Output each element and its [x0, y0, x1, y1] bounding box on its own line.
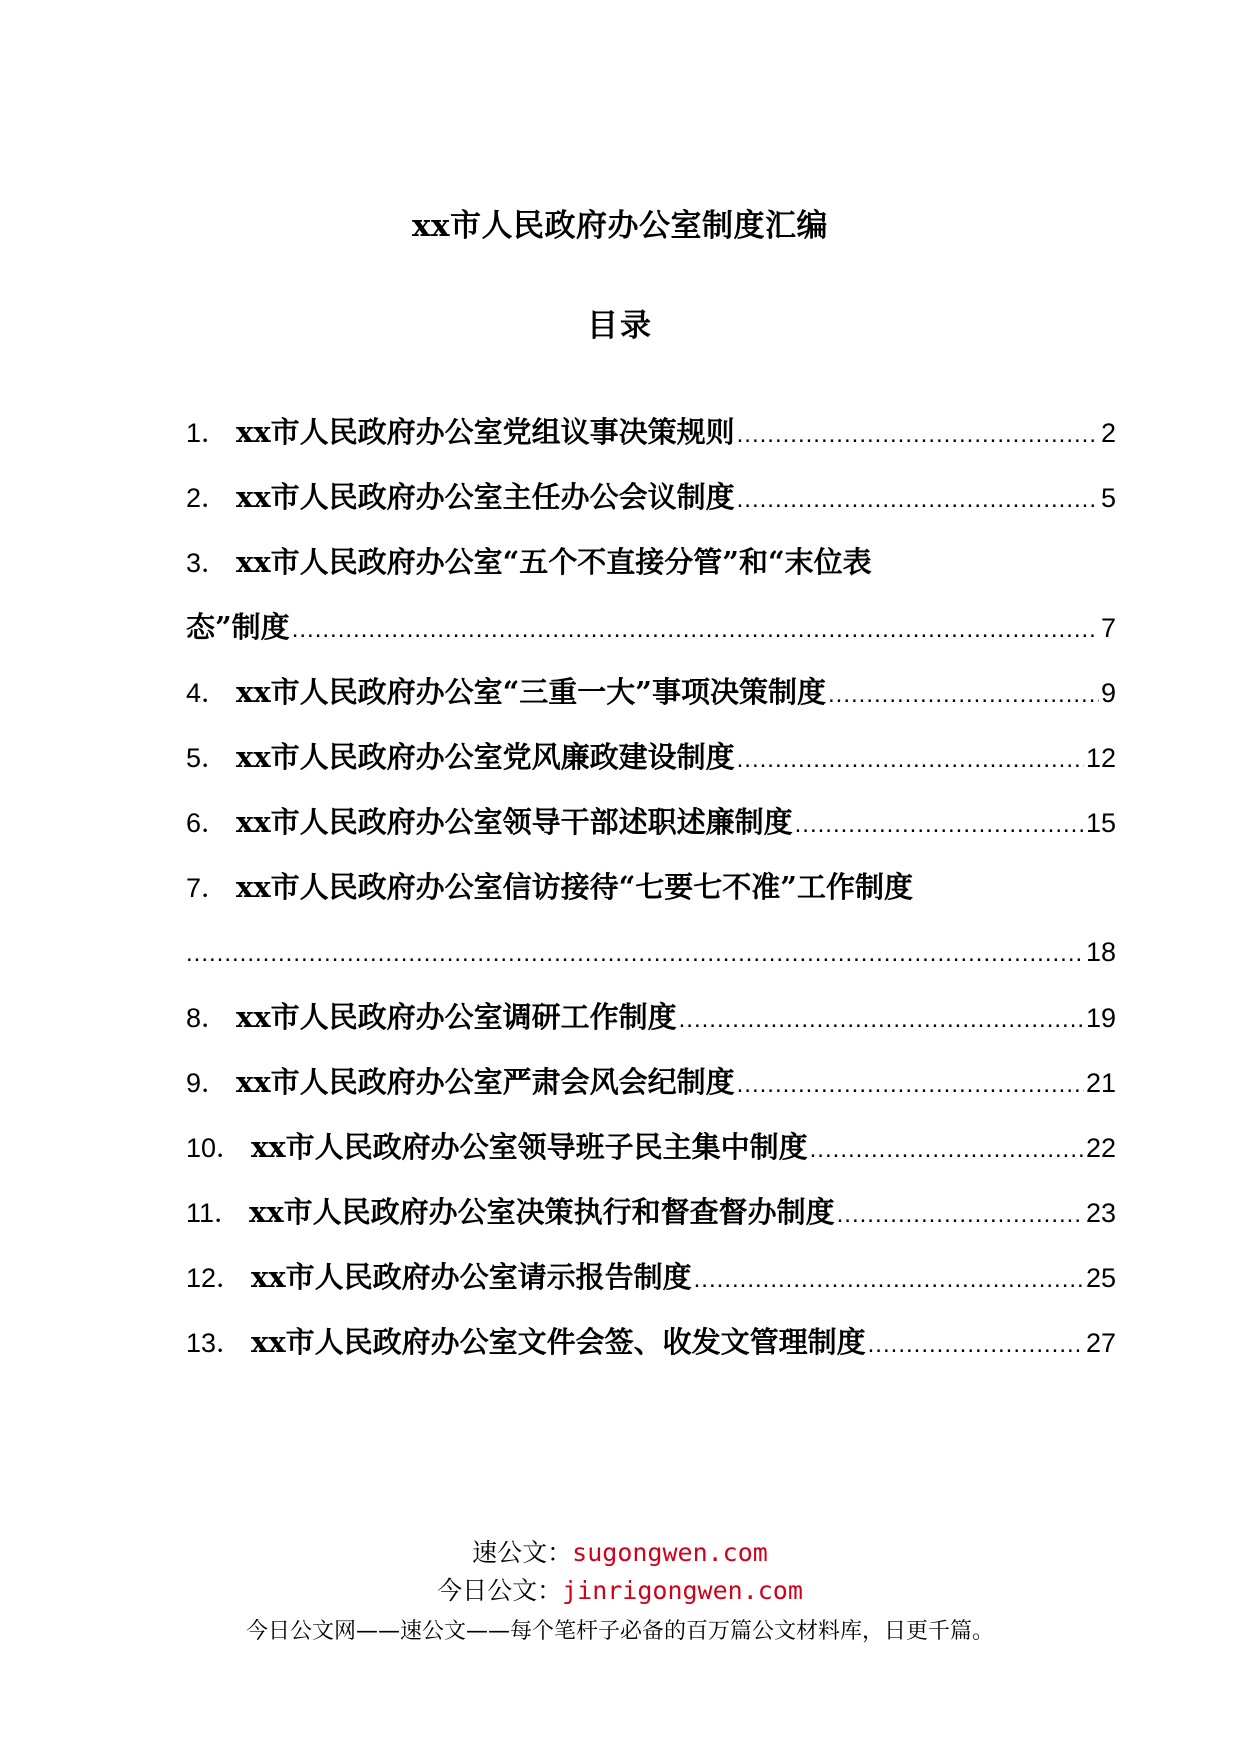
toc-entry-number: 6．	[186, 808, 229, 838]
toc-leader-dots	[795, 792, 1084, 857]
toc-entry-number: 13．	[186, 1328, 244, 1358]
footer-jinrigongwen	[0, 1571, 1240, 1607]
toc-leader-dots	[828, 662, 1099, 727]
toc-entry-page: 22	[1085, 1133, 1116, 1163]
toc-entry-page: 18	[1085, 937, 1116, 967]
toc-entry-title: xx市人民政府办公室调研工作制度	[236, 1000, 677, 1034]
toc-entry-page: 2	[1100, 418, 1116, 448]
toc-leader-dots	[810, 1117, 1084, 1182]
toc-entry-title: xx市人民政府办公室决策执行和督查督办制度	[249, 1195, 835, 1229]
toc-entry-number: 10．	[186, 1133, 244, 1163]
toc-entry-page: 5	[1100, 483, 1116, 513]
toc-entry-number: 1．	[186, 418, 229, 448]
toc-entry-page: 12	[1085, 743, 1116, 773]
toc-entry-page: 9	[1100, 678, 1116, 708]
toc-entry-page: 21	[1085, 1068, 1116, 1098]
toc-leader-dots	[737, 1052, 1084, 1117]
toc-entry-6[interactable]	[186, 790, 1116, 855]
toc-entry-page: 19	[1085, 1003, 1116, 1033]
toc-entry-page: 23	[1085, 1198, 1116, 1228]
toc-entry-number: 12．	[186, 1263, 244, 1293]
toc-entry-title: xx市人民政府办公室严肃会风会纪制度	[236, 1065, 735, 1099]
toc-entry-number: 7．	[186, 873, 229, 903]
toc-leader-dots	[737, 727, 1084, 792]
footer-slogan: 今日公文网——速公文——每个笔杆子必备的百万篇公文材料库，日更千篇。	[245, 1619, 994, 1644]
document-title: xx市人民政府办公室制度汇编	[412, 208, 828, 244]
toc-entry-title-line1: xx市人民政府办公室“五个不直接分管”和“末位表	[236, 545, 872, 579]
toc-leader-dots	[737, 402, 1099, 467]
footer-link-sugongwen[interactable]: sugongwen.com	[572, 1538, 768, 1567]
toc-leader-dots	[186, 921, 1084, 986]
toc-heading: 目录	[587, 308, 653, 344]
toc-entry-page: 27	[1085, 1328, 1116, 1358]
toc-entry-title: xx市人民政府办公室党组议事决策规则	[236, 415, 735, 449]
toc-entry-title: xx市人民政府办公室领导干部述职述廉制度	[236, 805, 793, 839]
footer-link-jinrigongwen[interactable]: jinrigongwen.com	[562, 1576, 803, 1605]
footer-label: 速公文：	[472, 1538, 573, 1567]
toc-entry-title: xx市人民政府办公室请示报告制度	[251, 1260, 692, 1294]
toc-leader-dots	[868, 1312, 1084, 1377]
toc-entry-3[interactable]	[186, 530, 1116, 660]
toc-leader-dots	[737, 467, 1099, 532]
toc-leader-dots	[837, 1182, 1084, 1247]
toc-entry-page: 7	[1100, 613, 1116, 643]
toc-leader-dots	[679, 987, 1084, 1052]
table-of-contents	[186, 400, 1116, 1375]
toc-entry-5[interactable]	[186, 725, 1116, 790]
toc-entry-number: 5．	[186, 743, 229, 773]
toc-entry-11[interactable]	[186, 1180, 1116, 1245]
toc-entry-number: 4．	[186, 678, 229, 708]
toc-entry-2[interactable]	[186, 465, 1116, 530]
toc-entry-9[interactable]	[186, 1050, 1116, 1115]
footer-sugongwen	[0, 1533, 1240, 1569]
toc-entry-4[interactable]	[186, 660, 1116, 725]
toc-entry-number: 11．	[186, 1198, 242, 1228]
toc-entry-8[interactable]	[186, 985, 1116, 1050]
toc-entry-title-line2: 态”制度	[186, 610, 290, 644]
toc-leader-dots	[292, 597, 1099, 662]
toc-entry-title: xx市人民政府办公室“三重一大”事项决策制度	[236, 675, 826, 709]
toc-entry-13[interactable]	[186, 1310, 1116, 1375]
toc-entry-12[interactable]	[186, 1245, 1116, 1310]
toc-entry-title: xx市人民政府办公室主任办公会议制度	[236, 480, 735, 514]
toc-entry-7[interactable]	[186, 855, 1116, 985]
toc-entry-title: xx市人民政府办公室党风廉政建设制度	[236, 740, 735, 774]
toc-entry-page: 15	[1085, 808, 1116, 838]
toc-entry-title: xx市人民政府办公室领导班子民主集中制度	[251, 1130, 808, 1164]
toc-entry-1[interactable]	[186, 400, 1116, 465]
toc-entry-number: 8．	[186, 1003, 229, 1033]
toc-leader-dots	[694, 1247, 1084, 1312]
toc-entry-number: 2．	[186, 483, 229, 513]
toc-entry-number: 3．	[186, 548, 229, 578]
toc-entry-10[interactable]	[186, 1115, 1116, 1180]
toc-entry-title: xx市人民政府办公室文件会签、收发文管理制度	[251, 1325, 866, 1359]
footer-label: 今日公文：	[437, 1576, 563, 1605]
toc-entry-page: 25	[1085, 1263, 1116, 1293]
toc-entry-title: xx市人民政府办公室信访接待“七要七不准”工作制度	[236, 870, 913, 904]
toc-entry-number: 9．	[186, 1068, 229, 1098]
